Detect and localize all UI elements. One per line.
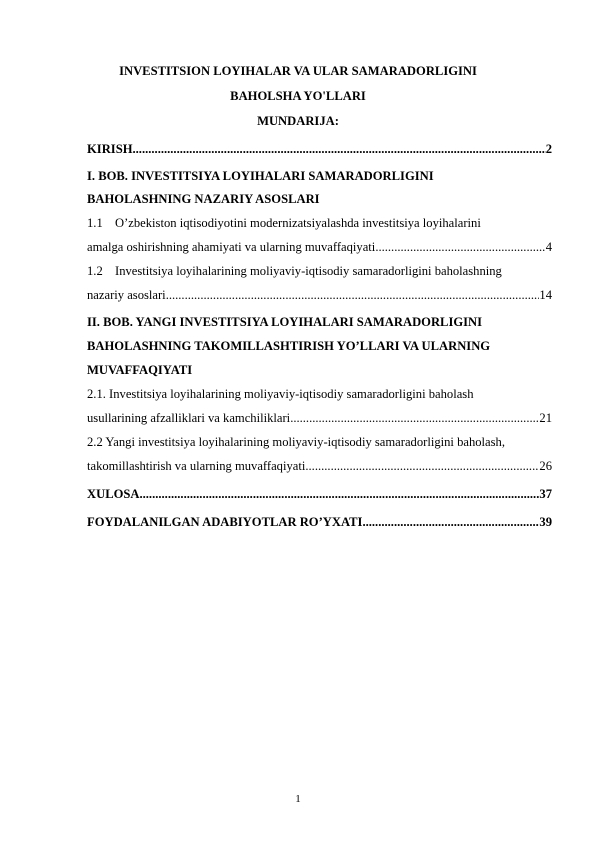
- document-title-line-1: INVESTITSION LOYIHALAR VA ULAR SAMARADORLIGINI: [119, 64, 477, 78]
- dot-leader: [362, 513, 539, 531]
- toc-page-number: 26: [539, 459, 552, 473]
- toc-chapter-2-line-1[interactable]: II. BOB. YANGI INVESTITSIYA LOYIHALARI SAMARADORLIGINI: [87, 315, 483, 329]
- toc-section-1-1-line-2[interactable]: [87, 238, 552, 256]
- toc-section-1-2-line-1[interactable]: [87, 262, 552, 280]
- section-title-continued: amalga oshirishning ahamiyati va ularning muvaffaqiyati: [87, 240, 376, 254]
- toc-page-number: 39: [539, 515, 552, 529]
- dot-leader: [133, 140, 546, 158]
- dot-leader: [139, 485, 539, 503]
- section-title-continued: takomillashtirish va ularning muvaffaqiyati: [87, 459, 306, 473]
- toc-entry-label: KIRISH: [87, 142, 133, 156]
- section-title: O’zbekiston iqtisodiyotini modernizatsiyalashda investitsiya loyihalarini: [115, 216, 481, 230]
- dot-leader: [305, 457, 539, 475]
- section-number: 1.2: [87, 264, 103, 278]
- toc-section-1-1-line-1[interactable]: [87, 214, 552, 232]
- toc-section-2-2-line-1[interactable]: 2.2 Yangi investitsiya loyihalarining moliyaviy-iqtisodiy samaradorligini baholash,: [87, 435, 505, 449]
- toc-entry-label: XULOSA: [87, 487, 140, 501]
- dot-leader: [166, 286, 540, 304]
- section-title-continued: nazariy asoslari: [87, 288, 166, 302]
- toc-chapter-1-line-2[interactable]: BAHOLASHNING NAZARIY ASOSLARI: [87, 192, 320, 206]
- section-title: Investitsiya loyihalarining moliyaviy-iqtisodiy samaradorligini baholashning: [115, 264, 502, 278]
- toc-page-number: 4: [545, 240, 552, 254]
- dot-leader: [375, 238, 545, 256]
- toc-section-2-1-line-1[interactable]: 2.1. Investitsiya loyihalarining moliyaviy-iqtisodiy samaradorligini baholash: [87, 387, 474, 401]
- toc-chapter-1-line-1[interactable]: I. BOB. INVESTITSIYA LOYIHALARI SAMARADORLIGINI: [87, 169, 434, 183]
- contents-heading: MUNDARIJA:: [257, 114, 339, 128]
- toc-entry-intro[interactable]: [87, 140, 552, 158]
- toc-chapter-2-line-2[interactable]: BAHOLASHNING TAKOMILLASHTIRISH YO’LLARI VA ULARNING: [87, 339, 491, 353]
- toc-entry-references[interactable]: [87, 513, 552, 531]
- dot-leader: [290, 409, 539, 427]
- toc-page-number: 14: [539, 288, 552, 302]
- toc-entry-label: FOYDALANILGAN ADABIYOTLAR RO’YXATI: [87, 515, 363, 529]
- section-number: 1.1: [87, 216, 103, 230]
- toc-page-number: 2: [545, 142, 552, 156]
- toc-section-2-1-line-2[interactable]: [87, 409, 552, 427]
- section-title-continued: usullarining afzalliklari va kamchiliklari: [87, 411, 291, 425]
- toc-section-2-2-line-2[interactable]: [87, 457, 552, 475]
- toc-chapter-2-line-3[interactable]: MUVAFFAQIYATI: [87, 363, 193, 377]
- toc-entry-conclusion[interactable]: [87, 485, 552, 503]
- toc-page-number: 37: [539, 487, 552, 501]
- toc-page-number: 21: [539, 411, 552, 425]
- page-number: 1: [295, 793, 301, 805]
- toc-section-1-2-line-2[interactable]: [87, 286, 552, 304]
- document-title-line-2: BAHOLSHA YO'LLARI: [230, 89, 366, 103]
